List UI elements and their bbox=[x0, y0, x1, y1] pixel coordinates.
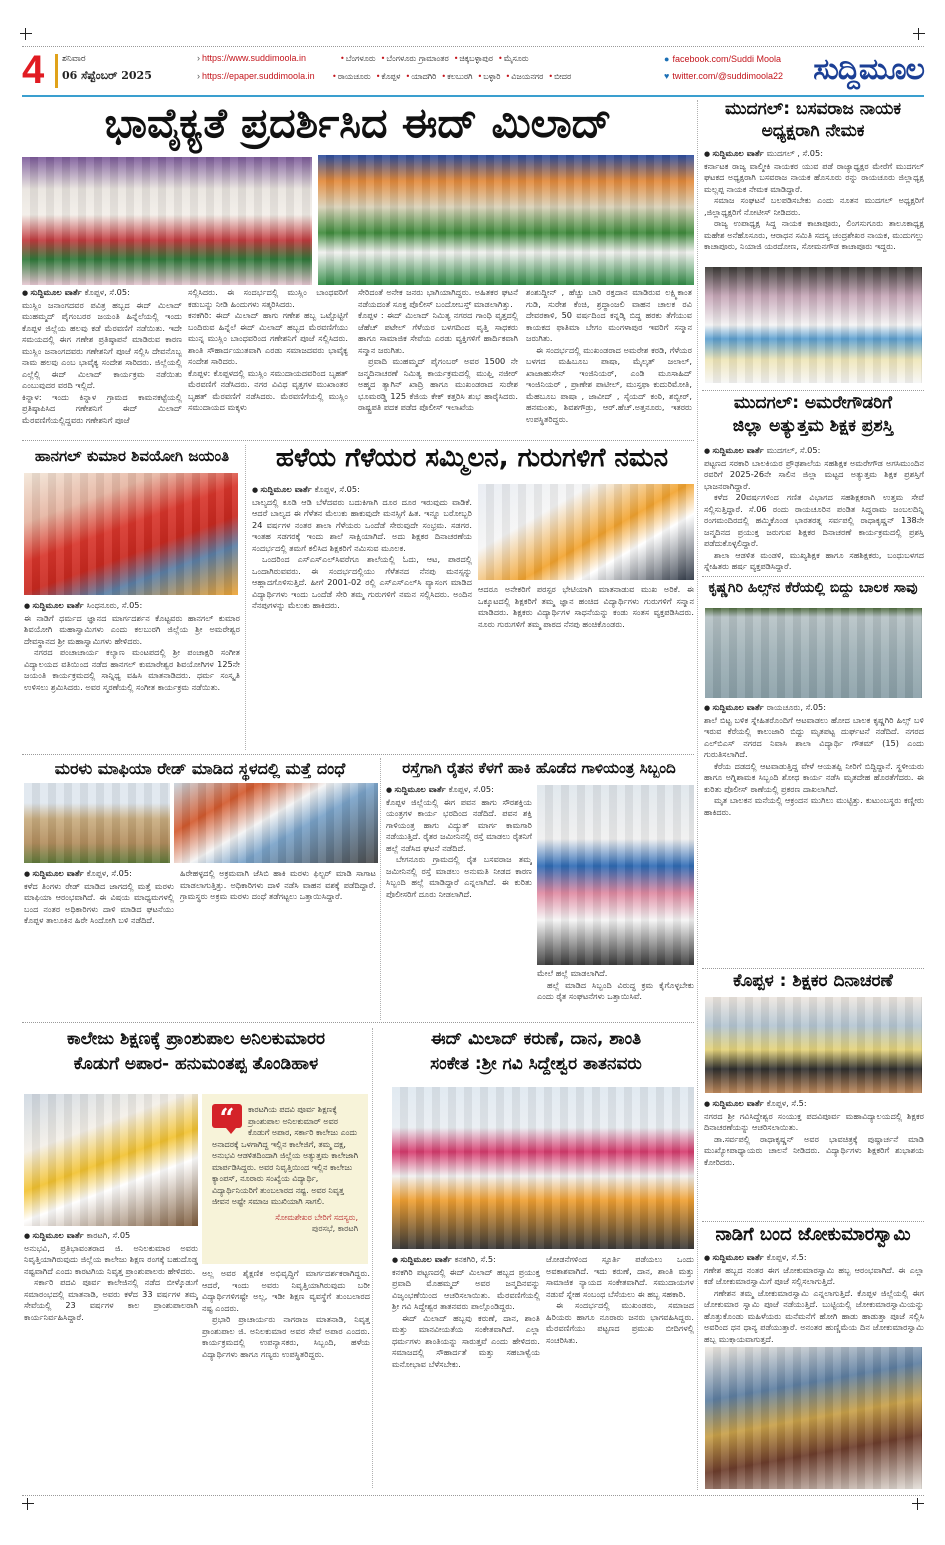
article-text: ಈ ಸಂದರ್ಭದಲ್ಲಿ ಮುಖಂಡರು, ಸಮಾಜದ ಹಿರಿಯರು ಹಾಗೂ ನೂರಾರು ಜನರು ಭಾಗವಹಿಸಿದ್ದರು. ಮೆರವಣಿಗೆಯು ಪಟ್ಟಣದ ಪ್ರಮುಖ ಬೀದಿಗಳಲ್ಲಿ ಸಂಚರಿಸಿತು. bbox=[546, 1300, 694, 1345]
article-sand-mafia-col-2 bbox=[180, 868, 376, 1020]
photo-eid-ganesha-gathering bbox=[318, 155, 694, 285]
article-text: ಗಣೇಶನ ತಮ್ಮ ಜೋಕುಮಾರಸ್ವಾಮಿ ಎನ್ನಲಾಗುತ್ತಿದೆ. ಕೊಪ್ಪಳ ಜಿಲ್ಲೆಯಲ್ಲಿ ಈಗ ಜೋಕುಮಾರ ಸ್ವಾಮಿ ಪೂಜೆ ನಡೆಯುತ್ತಿದೆ. ಬುಟ್ಟಿಯಲ್ಲಿ ಜೋಕುಮಾರಸ್ವಾಮಿಯನ್ನು ಹೊತ್ತುಕೊಂಡು ಮಹಿಳೆಯರು ಮನೆಮನೆಗೆ ಹೋಗಿ ಹಾಡು ಹಾಡುತ್ತಾ ಪೂಜೆ ಸಲ್ಲಿಸಿ ಅವರಿಂದ ಧನ ಧಾನ್ಯ ಪಡೆಯುತ್ತಾರೆ. ಅನಂತರ ಹುಣ್ಣಿಮೆಯ ದಿನ ಜೋಕುಮಾರಸ್ವಾಮಿ ಹಬ್ಬ ಮುಕ್ತಾಯವಾಗುತ್ತದೆ. bbox=[704, 1287, 924, 1344]
section-rule bbox=[702, 576, 924, 577]
byline: ● ಸುದ್ದಿಮೂಲ ವಾರ್ತೆ ಕಾರಟಗಿ, ಸೆ.05 bbox=[24, 1230, 130, 1240]
headline-hanagal: ಹಾನಗಲ್ ಕುಮಾರ ಶಿವಯೋಗಿ ಜಯಂತಿ bbox=[34, 447, 230, 465]
cities-row-2 bbox=[332, 72, 576, 82]
section-rule bbox=[702, 968, 924, 969]
article-sand-mafia-col-1 bbox=[24, 868, 174, 1020]
city-item: • ಕೊಪ್ಪಳ bbox=[376, 72, 401, 81]
city-item: • ಚಿಕ್ಕಬಳ್ಳಾಪುರ bbox=[454, 54, 493, 63]
article-text: ಈದ್ ಮಿಲಾದ್ ಹಬ್ಬವು ಕರುಣೆ, ದಾನ, ಶಾಂತಿ ಮತ್ತು ಮಾನವೀಯತೆಯ ಸಂಕೇತವಾಗಿದೆ. ಎಲ್ಲಾ ಧರ್ಮಗಳು ಶಾಂತಿಯನ್ನು ಸಾರುತ್ತವೆ ಎಂದು ಹೇಳಿದರು. ಸಮಾಜದಲ್ಲಿ ಸೌಹಾರ್ದತೆ ಮತ್ತು ಸಹಬಾಳ್ವೆಯ ಮನೋಭಾವ ಬೆಳೆಸಬೇಕು. bbox=[392, 1312, 540, 1369]
column-separator bbox=[697, 100, 698, 1490]
article-text: ನಗರದ ಶ್ರೀ ಗವಿಸಿದ್ದೇಶ್ವರ ಸಂಯುಕ್ತ ಪದವಿಪೂರ್ವ ಮಹಾವಿದ್ಯಾಲಯದಲ್ಲಿ ಶಿಕ್ಷಕರ ದಿನಾಚರಣೆಯನ್ನು ಆಚರಿಸಲಾಯಿತು. bbox=[704, 1110, 924, 1132]
day-name: ಶನಿವಾರ bbox=[62, 54, 86, 64]
column-separator bbox=[245, 445, 246, 750]
article-text: ಬಾಲ್ಯದಲ್ಲಿ ಕೂಡಿ ಆಡಿ ಬೆಳೆದವರು ಬದುಕಿಗಾಗಿ ದೂರ ದೂರ ಇರುವುದು ವಾಡಿಕೆ. ಆದರೆ ಬಾಲ್ಯದ ಈ ಗೆಳೆತನ ಮೆಲುಕು ಹಾಕುವುದೇ ಮನಸ್ಸಿಗೆ ಹಿತ. ಇನ್ನೂ ಬರೋಬ್ಬರಿ 24 ವರ್ಷಗಳ ನಂತರ ಶಾಲಾ ಗೆಳೆಯರು ಒಂದೆಡೆ ಸೇರುವುದೇ ಸಂಭ್ರಮ. ಸಡಗರ. ಇಂತಹ ಸಡಗರಕ್ಕೆ ಇಂದು ಶಾಲೆ ಸಾಕ್ಷಿಯಾಗಿದೆ. ಅದು ಶಿಕ್ಷಕರ ದಿನಾಚರಣೆಯ ಸಂದರ್ಭದಲ್ಲಿ ತಮಗೆ ಕಲಿಸಿದ ಶಿಕ್ಷಕರಿಗೆ ನಮಿಸುವ ಮೂಲಕ. bbox=[252, 496, 472, 553]
masthead-rule bbox=[22, 95, 924, 97]
article-eid-gavi-col-1 bbox=[392, 1254, 540, 1488]
article-text: ಜೋಡನೆಗಳಿಂದ ಸ್ಫೂರ್ತಿ ಪಡೆಯಲು ಒಂದು ಅವಕಾಶವಾಗಿದೆ. ಇದು ಕರುಣೆ, ದಾನ, ಶಾಂತಿ ಮತ್ತು ಸಾಮಾಜಿಕ ನ್ಯಾಯದ ಸಂಕೇತವಾಗಿದೆ. ಸಮುದಾಯಗಳ ನಡುವೆ ಸ್ನೇಹ ಸಂಬಂಧ ಬೆಸೆಯಲು ಈ ಹಬ್ಬ ಸಹಕಾರಿ. bbox=[546, 1254, 694, 1299]
photo-sand-heap bbox=[24, 783, 170, 863]
article-text: ಮೃತ ಬಾಲಕನ ಮನೆಯಲ್ಲಿ ಆಕ್ರಂದನ ಮುಗಿಲು ಮುಟ್ಟಿತ್ತು. ಕುಟುಂಬಸ್ಥರು ಕಣ್ಣೀರು ಹಾಕಿದರು. bbox=[704, 795, 924, 817]
byline: ● ಸುದ್ದಿಮೂಲ ವಾರ್ತೆ ರಾಯಚೂರು, ಸೆ.05: bbox=[704, 702, 826, 712]
article-text: ಶಾಲಾ ಆಡಳಿತ ಮಂಡಳಿ, ಮುಖ್ಯಶಿಕ್ಷಕ ಹಾಗೂ ಸಹಶಿಕ್ಷಕರು, ಬಂಧುಬಳಗದ ಸ್ನೇಹಿತರು ಹರ್ಷ ವ್ಯಕ್ತಪಡಿಸಿದ್ದಾರೆ. bbox=[704, 549, 924, 571]
pull-quote bbox=[202, 1094, 368, 1264]
headline-krishnagiri: ಕೃಷ್ಣಗಿರಿ ಹಿಲ್ಸ್‌ನ ಕೆರೆಯಲ್ಲಿ ಬಿದ್ದು ಬಾಲಕ ಸಾವು bbox=[708, 580, 918, 596]
twitter-link[interactable] bbox=[664, 71, 783, 81]
masthead bbox=[22, 50, 924, 92]
article-text: ಕೊಪ್ಪಳ: ಕೊಪ್ಪಳದಲ್ಲಿ ಮುಸ್ಲಿಂ ಸಮುದಾಯದವರಿಂದ ಬೃಹತ್ ಮೆರವಣಿಗೆ ನಡೆಸಿದರು. ನಗರ ವಿವಿಧ ವೃತ್ತಗಳ ಮುಖಾಂತರ ಬೃಹತ್ ಮೆರವಣಿಗೆ ನಡೆಸಿದರು. ಮೆರವಣಿಗೆಯಲ್ಲಿ ಮುಸ್ಲಿಂ ಸಮುದಾಯದ ಮಕ್ಕಳು bbox=[188, 367, 348, 412]
photo-eid-felicitation bbox=[22, 157, 312, 285]
section-rule bbox=[22, 1022, 694, 1023]
section-rule bbox=[22, 440, 694, 441]
date-divider bbox=[55, 54, 58, 88]
issue-date: 06 ಸೆಪ್ಟೆಂಬರ್ 2025 bbox=[62, 69, 152, 82]
quote-author: ಸೋಮಶೇಖರ ಬೇರಿಗೆ ಸದಸ್ಯರು, bbox=[275, 1212, 358, 1222]
byline: ● ಸುದ್ದಿಮೂಲ ವಾರ್ತೆ ಕೊಪ್ಪಳ, ಸೆ.05: bbox=[252, 484, 360, 494]
photo-jcb-raid bbox=[174, 783, 378, 863]
crop-mark-bottom-left bbox=[22, 1498, 34, 1510]
article-text: ಹಿರೇಹಳ್ಳದಲ್ಲಿ ಅಕ್ರಮವಾಗಿ ಜೆಸಿಬಿ ಹಾಕಿ ಮರಳು ಫಿಲ್ಟರ್ ಮಾಡಿ ಸಾಗಾಟ ಮಾಡಲಾಗುತ್ತಿತ್ತು. ಅಧಿಕಾರಿಗಳು ದಾಳಿ ನಡೆಸಿ ವಾಹನ ವಶಕ್ಕೆ ಪಡೆದಿದ್ದಾರೆ. ಗ್ರಾಮಸ್ಥರು ಅಕ್ರಮ ಮರಳು ದಂಧೆ ತಡೆಗಟ್ಟಲು ಒತ್ತಾಯಿಸಿದ್ದಾರೆ. bbox=[180, 868, 376, 901]
article-text: ಕೊಪ್ಪಳ ಜಿಲ್ಲೆಯಲ್ಲಿ ಈಗ ಪವನ ಹಾಗು ಸೌರಶಕ್ತಿಯ ಯಂತ್ರಗಳ ಕಾರ್ಯ ಭರದಿಂದ ನಡೆದಿದೆ. ಪವನ ಶಕ್ತಿ ಗಾಳಿಯಂತ್ರ ಹಾಗು ವಿದ್ಯುತ್ ಮಾರ್ಗ ಕಾಮಗಾರಿ ನಡೆಯುತ್ತಿದೆ. ರೈತರ ಜಮೀನಿನಲ್ಲಿ ರಸ್ತೆ ಮಾಡಲು ರೈತನಿಗೆ ಹಲ್ಲೆ ನಡೆಸಿದ ಘಟನೆ ನಡೆದಿದೆ. bbox=[386, 796, 532, 853]
twitter-handle: twitter.com/@suddimoola22 bbox=[672, 71, 784, 81]
column-separator bbox=[372, 1028, 373, 1488]
article-krishnagiri bbox=[704, 702, 924, 964]
article-text: ಕಿನ್ನಾಳ: ಇಂದು ಕಿನ್ನಾಳ ಗ್ರಾಮದ ಕಾಮನಕಟ್ಟೆಯಲ್ಲಿ ಪ್ರತಿಷ್ಠಾಪಿಸಿದ ಗಣೇಶನಿಗೆ ಈದ್ ಮಿಲಾದ್ ಮೆರವಣಿಗೆಯಲ್ಲಿದ್ದವರು ಗಣೇಶನಿಗೆ ಪೂಜೆ bbox=[22, 391, 182, 425]
headline-eid-gavi-1: ಈದ್ ಮಿಲಾದ್ ಕರುಣೆ, ದಾನ, ಶಾಂತಿ bbox=[430, 1029, 642, 1049]
article-text: ಕೆರೆಯ ದಡದಲ್ಲಿ ಆಟವಾಡುತ್ತಿದ್ದ ವೇಳೆ ಆಯತಪ್ಪಿ ನೀರಿಗೆ ಬಿದ್ದಿದ್ದಾನೆ. ಸ್ಥಳೀಯರು ಹಾಗೂ ಅಗ್ನಿಶಾಮಕ ಸಿಬ್ಬಂದಿ ಶೋಧ ಕಾರ್ಯ ನಡೆಸಿ ಮೃತದೇಹ ಹೊರತೆಗೆದರು. ಈ ಕುರಿತು ಪೊಲೀಸ್ ಠಾಣೆಯಲ್ಲಿ ಪ್ರಕರಣ ದಾಖಲಾಗಿದೆ. bbox=[704, 760, 924, 794]
article-eid-gavi-col-2 bbox=[546, 1254, 694, 1488]
article-text: ಪಟ್ಟಣದ ಸರಕಾರಿ ಬಾಲಕಿಯರ ಪ್ರೌಢಶಾಲೆಯ ಸಹಶಿಕ್ಷಕ ಅಮರೇಗೌಡ ಅಗಸಿಮುಂದಿನ ರವರಿಗೆ 2025-26ನೇ ಸಾಲಿನ ಜಿಲ್ಲಾ ಮಟ್ಟದ ಅತ್ಯುತ್ತಮ ಶಿಕ್ಷಕ ಪ್ರಶಸ್ತಿಗೆ ಭಾಜನರಾಗಿದ್ದಾರೆ. bbox=[704, 457, 924, 491]
article-eid-col-2 bbox=[188, 287, 348, 437]
headline-mudagal-amaregowda-2: ಜಿಲ್ಲಾ ಅತ್ಯುತ್ತಮ ಶಿಕ್ಷಕ ಪ್ರಶಸ್ತಿ bbox=[732, 416, 894, 436]
city-item: • ಬೀದರ bbox=[548, 72, 571, 81]
headline-college-1: ಕಾಲೇಜು ಶಿಕ್ಷಣಕ್ಕೆ ಪ್ರಾಂಶುಪಾಲ ಅನಿಲಕುಮಾರರ bbox=[66, 1029, 326, 1049]
twitter-icon: ♥ bbox=[664, 71, 670, 81]
article-text: ಕನಕಗಿರಿ ಪಟ್ಟಣದಲ್ಲಿ ಈದ್ ಮಿಲಾದ್ ಹಬ್ಬದ ಪ್ರಯುಕ್ತ ಪ್ರವಾದಿ ಮೊಹಮ್ಮದ್ ಅವರ ಜನ್ಮದಿನವನ್ನು ವಿಜೃಂಭಣೆಯಿಂದ ಆಚರಿಸಲಾಯಿತು. ಮೆರವಣಿಗೆಯಲ್ಲಿ ಶ್ರೀ ಗವಿ ಸಿದ್ದೇಶ್ವರ ತಾತನವರು ಪಾಲ್ಗೊಂಡಿದ್ದರು. bbox=[392, 1266, 540, 1311]
page-number: 4 bbox=[22, 48, 45, 92]
headline-mudagal-amaregowda-1: ಮುದಗಲ್: ಅಮರೇಗೌಡರಿಗೆ bbox=[733, 393, 893, 413]
article-reunion-col-1 bbox=[252, 484, 472, 750]
article-reunion-col-2 bbox=[478, 584, 694, 750]
article-text: ಶಾಲೆ ಬಿಟ್ಟ ಬಳಿಕ ಸ್ನೇಹಿತರೊಂದಿಗೆ ಆಟವಾಡಲು ಹೋದ ಬಾಲಕ ಕೃಷ್ಣಗಿರಿ ಹಿಲ್ಸ್ ಬಳಿ ಇರುವ ಕೆರೆಯಲ್ಲಿ ಕಾಲುಜಾರಿ ಬಿದ್ದು ಮೃತಪಟ್ಟ ದುರ್ಘಟನೆ ನಡೆದಿದೆ. ನಗರದ ಎಲ್‌ಬಿಎಸ್ ನಗರದ ನಿವಾಸಿ ಶಾಲಾ ವಿದ್ಯಾರ್ಥಿ ಗೌತಮ್ (15) ಎಂದು ಗುರುತಿಸಲಾಗಿದೆ. bbox=[704, 714, 924, 759]
bottom-rule bbox=[22, 1495, 924, 1496]
article-text: ಒಂದರಿಂದ ಎಸ್‌ಎಸ್‌ಎಲ್‌ಸಿವರೆಗೂ ಶಾಲೆಯಲ್ಲಿ ಓದು, ಆಟ, ಪಾಠದಲ್ಲಿ ಒಂದಾಗಿರುವವರು. ಈ ಸಂದರ್ಭದಲ್ಲಿಯು ಗೆಳೆತನದ ನೆನಪು ಮನಸ್ಸನ್ನು ಆಹ್ಲಾದಗೊಳಿಸುತ್ತಿದೆ. ಹೀಗೆ 2001-02 ರಲ್ಲಿ ಎಸ್‌ಎಸ್‌ಎಲ್‌ಸಿ ವ್ಯಾಸಂಗ ಮಾಡಿದ ವಿದ್ಯಾರ್ಥಿಗಳು ಇಂದು ಒಂದೆಡೆ ಸೇರಿ ತಮ್ಮ ಗುರುಗಳಿಗೆ ನಮನ ಸಲ್ಲಿಸಿದರು. ಅಂದಿನ ನೆನಪುಗಳನ್ನು ಮೆಲುಕು ಹಾಕಿದರು. bbox=[252, 554, 472, 610]
article-text: ಕಳೆದ 20ವರ್ಷಗಳಿಂದ ಗಣಿತ ವಿಭಾಗದ ಸಹಶಿಕ್ಷಕರಾಗಿ ಉತ್ತಮ ಸೇವೆ ಸಲ್ಲಿಸುತ್ತಿದ್ದಾರೆ. ಸೆ.06 ರಂದು ರಾಯಚೂರಿನ ಪಂಡಿತ ಸಿದ್ದರಾಮ ಜಂಬಲದಿನ್ನಿ ರಂಗಮಂದಿರದಲ್ಲಿ ಹಮ್ಮಿಕೊಂಡ ಭಾರತರತ್ನ ಸರ್ವಪಲ್ಲಿ ರಾಧಾಕೃಷ್ಣನ್ 138ನೇ ಜನ್ಮದಿನದ ಪ್ರಯುಕ್ತ ಜರುಗುವ ಶಿಕ್ಷಕರ ದಿನಾಚರಣೆ ಕಾರ್ಯಕ್ರಮದಲ್ಲಿ ಪ್ರಶಸ್ತಿ ಪಡೆದುಕೊಳ್ಳಲಿದ್ದಾರೆ. bbox=[704, 492, 924, 548]
photo-appointment-letter bbox=[705, 267, 922, 383]
city-item: • ವಿಜಯನಗರ bbox=[506, 72, 544, 81]
headline-reunion: ಹಳೆಯ ಗೆಳೆಯರ ಸಮ್ಮಿಲನ, ಗುರುಗಳಿಗೆ ನಮನ bbox=[275, 443, 669, 473]
article-koppal-teachers bbox=[704, 1098, 924, 1216]
article-text: ಈ ಸಂದರ್ಭದಲ್ಲಿ ಮುಖಂಡರಾದ ಅಮರೇಶ ಕರಡಿ, ಗೆಳೆಯರ ಬಳಗದ ಮಹಿಬೂಬ ಪಾಷಾ, ಮೈಲ್ಕತ್ ಜಲಾಲ್, ಖಾಜಾಹುಸೇನ್ ಇಂಜಿನಿಯರ್, ಎಂಡಿ ಮೂಸಾಹಿದ್ ಇಂಜಿನಿಯರ್ , ಪ್ರಾಣೇಶ ಪಾಟೀಲ್, ಮುಸ್ತಫಾ ಕುದುರಿಮೋತಿ, ಮೆಹಬೂಬ ಪಾಷಾ , ಜಾವೀದ್ , ಸೈಯದ್ ಕಂಠಿ, ಶಬ್ಬೀರ್, ಹನಮಂತು, ಶಿವಶಗೌಡ್ರು, ಆರ್.ಹೆಚ್.ಅತ್ತನೂರು, ಇತರರು ಉಪಸ್ಥಿತರಿದ್ದರು. bbox=[526, 344, 692, 424]
article-text: ಡಾ.ಸರ್ವಪಲ್ಲಿ ರಾಧಾಕೃಷ್ಣನ್ ಅವರ ಭಾವಚಿತ್ರಕ್ಕೆ ಪುಷ್ಪಾರ್ಚನೆ ಮಾಡಿ ಮುಖ್ಯೋಪಾಧ್ಯಾಯರು ಚಾಲನೆ ನೀಡಿದರು. ವಿದ್ಯಾರ್ಥಿಗಳು ಶಿಕ್ಷಕರಿಗೆ ಶುಭಾಶಯ ಕೋರಿದರು. bbox=[704, 1133, 924, 1167]
city-item: • ಬೆಂಗಳೂರು ಗ್ರಾಮಾಂತರ bbox=[381, 54, 449, 63]
headline-eid-gavi-2: ಸಂಕೇತ :ಶ್ರೀ ಗವಿ ಸಿದ್ದೇಶ್ವರ ತಾತನವರು bbox=[430, 1054, 642, 1074]
article-text: ನಗರದ ಪಂಚಾಚಾರ್ಯ ಕಲ್ಯಾಣ ಮಂಟಪದಲ್ಲಿ ಶ್ರೀ ಪಂಚಾಕ್ಷರಿ ಸಂಗೀತ ವಿದ್ಯಾಲಯದ ವತಿಯಿಂದ ನಡೆದ ಹಾನಗಲ್ ಕುಮಾರೇಶ್ವರ ಶಿವಯೋಗಿಗಳ 125ನೇ ಜಯಂತಿ ಕಾರ್ಯಕ್ರಮದಲ್ಲಿ ಸಾನ್ನಿಧ್ಯ ವಹಿಸಿ ಮಾತನಾಡಿದರು. ಧರ್ಮ ಸಂಸ್ಕೃತಿ ಉಳಿಸಲು ಶ್ರಮಿಸಿದರು. ಅವರ ಸ್ಮರಣೆಯಲ್ಲಿ ಸಂಗೀತ ಕಾರ್ಯಕ್ರಮ ನಡೆಯಿತು. bbox=[24, 647, 240, 692]
photo-college-farewell bbox=[24, 1094, 198, 1226]
photo-caption: ಮೇಲೆ ಹಲ್ಲೆ ಮಾಡಲಾಗಿದೆ. bbox=[537, 968, 608, 978]
quote-text: ಕಾರಟಗಿಯ ಪದವಿ ಪೂರ್ವ ಶಿಕ್ಷಣಕ್ಕೆ ಪ್ರಾಂಶುಪಾಲ ಅನಿಲಕುಮಾರ್ ಅವರ ಕೊಡುಗೆ ಅಪಾರ, ಸರ್ಕಾರಿ ಕಾಲೇಜು ಎಂದು ಅನಾದರಕ್ಕೆ ಒಳಗಾಗಿದ್ದ ಇಲ್ಲಿನ ಕಾಲೇಜಿಗೆ, ತಮ್ಮ ದಕ್ಷ, ಅನುಭವಿ ಆಡಳಿತದಿಂದಾಗಿ ಜಿಲ್ಲೆಯ ಅತ್ಯುತ್ತಮ ಕಾಲೇಜಾಗಿ ಮಾರ್ಪಡಿಸಿದ್ದರು. ಅವರ ನಿವೃತ್ತಿಯಿಂದ ಇಲ್ಲಿನ ಕಾಲೇಜು ಕ್ಯಾಂಪಸ್, ನೂರಾರು ಸಂಖ್ಯೆಯ ವಿದ್ಯಾರ್ಥಿ, ವಿದ್ಯಾರ್ಥಿನಿಯರಿಗೆ ತುಂಬಲಾರದ ನಷ್ಟ. ಅವರ ನಿವೃತ್ತ ಜೀವನ ಅಷ್ಟೇ ಸಮಾಜ ಮುಖಿಯಾಗಿ ಸಾಗಲಿ. bbox=[212, 1105, 359, 1206]
headline-eid-milad: ಭಾವೈಕ್ಯತೆ ಪ್ರದರ್ಶಿಸಿದ ಈದ್ ಮಿಲಾದ್ bbox=[104, 99, 612, 147]
article-college-col-2 bbox=[202, 1268, 370, 1488]
photo-reunion bbox=[478, 484, 694, 580]
article-text: ಕೊಪ್ಪಳ : ಈದ್ ಮಿಲಾದ್ ನಿಮಿತ್ಯ ನಗರದ ಗಾಂಧಿ ವೃತ್ತದಲ್ಲಿ ಜೆಹೆಚ್ ಪಟೇಲ್ ಗೆಳೆಯರ ಬಳಗದಿಂದ ವೃತ್ತಿ ಸಾಧಕರು ಹಾಗೂ ಸಾಮಾಜಿಕ ಸೇವೆಯ ಎರಡು ವ್ಯಕ್ತಿಗಳಿಗೆ ಹಾರ್ದಿಕವಾಗಿ ಸನ್ಮಾನ ಜರುಗಿತು. bbox=[358, 310, 518, 355]
article-text: ಗಣೇಶ ಹಬ್ಬದ ನಂತರ ಈಗ ಜೋಕುಮಾರಸ್ವಾಮಿ ಹಬ್ಬ ಆರಂಭವಾಗಿದೆ. ಈ ಎಲ್ಲಾ ಕಡೆ ಜೋಕುಮಾರಸ್ವಾಮಿಗೆ ಪೂಜೆ ಸಲ್ಲಿಸಲಾಗುತ್ತಿದೆ. bbox=[704, 1264, 924, 1286]
newspaper-logo: ಸುದ್ದಿಮೂಲ bbox=[813, 52, 924, 87]
byline: ● ಸುದ್ದಿಮೂಲ ವಾರ್ತೆ ಕೊಪ್ಪಳ, ಸೆ.05: bbox=[386, 784, 494, 794]
byline: ● ಸುದ್ದಿಮೂಲ ವಾರ್ತೆ ಕನಕಗಿರಿ, ಸೆ.5: bbox=[392, 1254, 496, 1264]
article-eid-col-4 bbox=[526, 287, 692, 437]
byline: ● ಸುದ್ದಿಮೂಲ ವಾರ್ತೆ ಕೊಪ್ಪಳ, ಸೆ.05: bbox=[24, 868, 132, 878]
crop-mark-top-right bbox=[913, 28, 925, 40]
article-jokumaraswamy bbox=[704, 1252, 924, 1344]
headline-farmer-assault: ರಸ್ತೆಗಾಗಿ ರೈತನ ಕೆಳಗೆ ಹಾಕಿ ಹೊಡೆದ ಗಾಳಿಯಂತ್ರ ಸಿಬ್ಬಂದಿ bbox=[402, 759, 676, 777]
epaper-link[interactable]: › https://epaper.suddimoola.in bbox=[197, 71, 315, 81]
article-text: ಅಲ್ಲ ಅವರ ಶೈಕ್ಷಣಿಕ ಅಭಿವೃದ್ಧಿಗೆ ಮಾರ್ಗದರ್ಶಕರಾಗಿದ್ದರು. ಆದರೆ, ಇಂದು ಅವರು ನಿವೃತ್ತಿಯಾಗಿರುವುದು ಬರೀ ವಿದ್ಯಾರ್ಥಿಗಳಿಗಷ್ಟೇ ಅಲ್ಲ, ಇಡೀ ಶಿಕ್ಷಣ ವ್ಯವಸ್ಥೆಗೆ ತುಂಬಲಾರದ ನಷ್ಟ ಎಂದರು. bbox=[202, 1268, 370, 1313]
article-eid-col-3 bbox=[358, 287, 518, 437]
headline-mudagal-basavaraj-1: ಮುದಗಲ್: ಬಸವರಾಜ ನಾಯಕ bbox=[724, 99, 902, 119]
website-link[interactable]: › https://www.suddimoola.in bbox=[197, 53, 306, 63]
top-rule bbox=[22, 46, 924, 47]
section-rule bbox=[22, 754, 694, 755]
article-text: ಶಂಶುದ್ದೀನ್ , ಹೆಚ್ಚು ಬಾರಿ ರಕ್ತದಾನ ಮಾಡಿರುವ ಲಕ್ಷ್ಮಿಕಾಂತ ಗುಡಿ, ಸುರೇಶ ಕೆಂಚಿ, ಶ್ರದ್ಧಾಂಜಲಿ ವಾಹನ ಚಾಲಕ ರವಿ ದೇವರಕಾಳಿ, 50 ವರ್ಷದಿಂದ ಕನ್ನಡ್ಕಿ ಬಿದ್ದ ಹರಕು ತೆಗೆಯುವ ಕಾಯಕದ ಫಾತಿಮಾ ಬೇಗಂ ಮಂಗಳಾಪುರ ಇವರಿಗೆ ಸನ್ಮಾನ ಜರುಗಿತು. bbox=[526, 287, 692, 343]
article-text: ರಾಜ್ಯ ಉಪಾಧ್ಯಕ್ಷ ಸಿದ್ದ ನಾಯಕ ಕಾಚಾಪೂರು, ಲಿಂಗಸುಗೂರು ತಾಲೂಕಾಧ್ಯಕ್ಷ ಮಹೇಶ ಅನೆಹೊಸೂರು, ಆರಾಧನ ಸಮಿತಿ ಸದಸ್ಯ ಚಂದ್ರಶೇಖರ ನಾಯಕ, ಮುದುಗಲ್ಲು ಕಾಚಾಪೂರು, ನಿಯಾಜಿ ಯರದೋಣ, ಸೋಮನಗೌಡ ಕಾಚಾಪೂರು ಇದ್ದರು. bbox=[704, 218, 924, 251]
section-rule bbox=[702, 1221, 924, 1222]
article-text: ಕರ್ನಾಟಕ ರಾಜ್ಯ ವಾಲ್ಮೀಕಿ ನಾಯಕರ ಯುವ ಪಡೆ ರಾಜ್ಯಾಧ್ಯಕ್ಷರ ಮೇರೆಗೆ ಮುದಗಲ್ ಘಟಕದ ಅಧ್ಯಕ್ಷರಾಗಿ ಬಸವರಾಜ ನಾಯಕ ಹೊಸೂರು ರನ್ನು ರಾಯಚೂರು ಜಿಲ್ಲಾಧ್ಯಕ್ಷ ಮಲ್ಲಪ್ಪ ನಾಯಕ ನೇಮಕ ಮಾಡಿದ್ದಾರೆ. bbox=[704, 160, 924, 194]
article-text: ಹಲ್ಲೆ ಮಾಡಿದ ಸಿಬ್ಬಂದಿ ವಿರುದ್ಧ ಕ್ರಮ ಕೈಗೊಳ್ಳಬೇಕು ಎಂದು ರೈತ ಸಂಘಟನೆಗಳು ಒತ್ತಾಯಿಸಿವೆ. bbox=[537, 979, 694, 1001]
photo-jokumaraswamy bbox=[705, 1347, 922, 1489]
city-item: • ಬೆಂಗಳೂರು bbox=[340, 54, 376, 63]
article-hanagal bbox=[24, 600, 240, 750]
article-farmer-col-2 bbox=[537, 968, 694, 1020]
headline-sand-mafia: ಮರಳು ಮಾಫಿಯಾ ರೇಡ್ ಮಾಡಿದ ಸ್ಥಳದಲ್ಲಿ ಮತ್ತೆ ದಂಧೆ bbox=[54, 759, 346, 778]
article-text: ಪ್ರವಾದಿ ಮುಹಮ್ಮದ್ ಪೈಗಂಬರ್ ಅವರ 1500 ನೇ ಜನ್ಮದಿನಾಚರಣೆ ನಿಮಿತ್ಯ ಕಾರ್ಯಕ್ರಮದಲ್ಲಿ ಮುಫ್ತಿ ನಜೀರ್ ಅಹ್ಮದ ತ್ಯಾಗಿನ್ ಖಾದ್ರಿ ಹಾಗೂ ಮುಖಂಡರಾದ ಸುರೇಶ ಭೂಮರಡ್ಡಿ 125 ಕೆಜಿಯ ಕೇಕ್ ಕತ್ತರಿಸಿ ಶುಭ ಹಾರೈಸಿದರು. ರಾಷ್ಟ್ರಪತಿ ಪದಕ ಪಡೆದ ಪೊಲೀಸ್ ಇಲಾಖೆಯ bbox=[358, 356, 518, 412]
byline: ● ಸುದ್ದಿಮೂಲ ವಾರ್ತೆ ಮುದಗಲ್ , ಸೆ.05: bbox=[704, 148, 823, 158]
byline: ● ಸುದ್ದಿಮೂಲ ವಾರ್ತೆ ಸಿಂಧನೂರು, ಸೆ.05: bbox=[24, 600, 142, 610]
byline: ● ಸುದ್ದಿಮೂಲ ವಾರ್ತೆ ಕೊಪ್ಪಳ, ಸೆ.05: bbox=[22, 287, 130, 297]
article-text: ಸಲ್ಲಿಸಿದರು. ಈ ಸಂದರ್ಭದಲ್ಲಿ ಮುಸ್ಲಿಂ ಬಾಂಧವರಿಗೆ ಕಡುಬನ್ನು ನೀಡಿ ಹಿಂದುಗಳು ಸತ್ಕರಿಸಿದರು. bbox=[188, 287, 348, 309]
city-item: • ಮೈಸೂರು bbox=[498, 54, 529, 63]
photo-eid-rally bbox=[392, 1087, 694, 1249]
photo-teachers-day bbox=[705, 997, 922, 1093]
article-text: ಪ್ರಭಾರಿ ಪ್ರಾಚಾರ್ಯರು ನಾಗರಾಜ ಮಾತನಾಡಿ, ನಿವೃತ್ತ ಪ್ರಾಂಶುಪಾಲ ಜಿ. ಅನಿಲಕುಮಾರ ಅವರ ಸೇವೆ ಅಪಾರ ಎಂದರು. ಕಾರ್ಯಕ್ರಮದಲ್ಲಿ ಉಪನ್ಯಾಸಕರು, ಸಿಬ್ಬಂದಿ, ಹಳೆಯ ವಿದ್ಯಾರ್ಥಿಗಳು ಹಾಗೂ ಗಣ್ಯರು ಉಪಸ್ಥಿತರಿದ್ದರು. bbox=[202, 1314, 370, 1359]
quote-icon: “ bbox=[212, 1104, 242, 1128]
headline-mudagal-basavaraj-2: ಅಧ್ಯಕ್ಷರಾಗಿ ನೇಮಕ bbox=[761, 121, 865, 141]
crop-mark-top-left bbox=[20, 28, 32, 40]
byline: ● ಸುದ್ದಿಮೂಲ ವಾರ್ತೆ ಕೊಪ್ಪಳ, ಸೆ.5: bbox=[704, 1098, 807, 1108]
article-text: ಅನುಭವಿ, ಪ್ರತಿಭಾವಂತರಾದ ಜಿ. ಅನಿಲಕುಮಾರ ಅವರು ನಿವೃತ್ತಿಯಾಗಿರುವುದು ಜಿಲ್ಲೆಯ ಕಾಲೇಜು ಶಿಕ್ಷಣ ರಂಗಕ್ಕೆ ಬಹುದೊಡ್ಡ ನಷ್ಟವಾಗಿದೆ ಎಂದು ಕಾರಟಗಿಯ ನಿವೃತ್ತ ಪ್ರಾಂಶುಪಾಲರು ಹೇಳಿದರು. bbox=[24, 1242, 198, 1276]
article-text: ಸರ್ಕಾರಿ ಪದವಿ ಪೂರ್ವ ಕಾಲೇಜಿನಲ್ಲಿ ನಡೆದ ಬೀಳ್ಕೊಡುಗೆ ಸಮಾರಂಭದಲ್ಲಿ ಮಾತನಾಡಿ, ಅವರು ಕಳೆದ 33 ವರ್ಷಗಳ ತಮ್ಮ ಸೇವೆಯಲ್ಲಿ 23 ವರ್ಷಗಳ ಕಾಲ ಪ್ರಾಂಶುಪಾಲರಾಗಿ ಕಾರ್ಯನಿರ್ವಹಿಸಿದ್ದಾರೆ. bbox=[24, 1277, 198, 1322]
city-item: • ಯಾದಗಿರಿ bbox=[406, 72, 437, 81]
photo-lake-search bbox=[705, 608, 922, 698]
article-text: ಆದರೂ ಅನೇಕರಿಗೆ ಪರಸ್ಪರ ಭೇಟಿಯಾಗಿ ಮಾತನಾಡುವ ಮುಖ ಅರಿಕೆ. ಈ ಒಕ್ಕೂಟದಲ್ಲಿ ಶಿಕ್ಷಕರಿಗೆ ತಮ್ಮ ಜ್ಞಾನ ಹಂಚಿದ ವಿದ್ಯಾರ್ಥಿಗಳು ಗುರುಗಳಿಗೆ ಸನ್ಮಾನ ಮಾಡಿದರು. ಶಿಕ್ಷಕರು ವಿದ್ಯಾರ್ಥಿಗಳ ಸಾಧನೆಯನ್ನು ಕಂಡು ಸಂತಸ ವ್ಯಕ್ತಪಡಿಸಿದರು. ನೂರು ಗುರುಗಳಿಗೆ ತಮ್ಮ ಪಾಠದ ನೆನಪು ಹಂಚಿಕೊಂಡರು. bbox=[478, 584, 694, 629]
quote-author-place: ಪುರಸಭೆ, ಕಾರಟಗಿ bbox=[311, 1224, 358, 1233]
headline-koppal-teachers-day: ಕೊಪ್ಪಳ : ಶಿಕ್ಷಕರ ದಿನಾಚರಣೆ bbox=[733, 971, 893, 991]
byline: ● ಸುದ್ದಿಮೂಲ ವಾರ್ತೆ ಮುದಗಲ್, ಸೆ.05: bbox=[704, 445, 820, 455]
article-farmer-col-1 bbox=[386, 784, 532, 1020]
article-text: ಈ ನಾಡಿಗೆ ಧರ್ಮದ ಜ್ಞಾನದ ಮಾರ್ಗದರ್ಶನ ಕೊಟ್ಟವರು ಹಾನಗಲ್ ಕುಮಾರ ಶಿವಯೋಗಿ ಮಹಾಸ್ವಾಮಿಗಳು ಎಂದು ಕಲಬುರಗಿ ಜಿಲ್ಲೆಯ ಶ್ರೀ ಅಮರೇಶ್ವರ ದೇವಸ್ಥಾನದ ಶ್ರೀ ಮಹಾಸ್ವಾಮಿಗಳು ಹೇಳಿದರು. bbox=[24, 612, 240, 646]
column-separator bbox=[380, 758, 381, 1020]
article-mudagal-amaregowda bbox=[704, 445, 924, 573]
article-text: ಮುಸ್ಲಿಂ ಜನಾಂಗದವರ ಪವಿತ್ರ ಹಬ್ಬದ ಈದ್ ಮಿಲಾದ್ ಮುಹಮ್ಮದ್ ಪೈಗಂಬರರ ಜಯಂತಿ ಹಿನ್ನೆಲೆಯಲ್ಲಿ ಇಂದು ಕೊಪ್ಪಳ ಜಿಲ್ಲೆಯ ಹಲವು ಕಡೆ ಮೆರವಣಿಗೆ ನಡೆಯಿತು. ಇದೇ ಸಮಯದಲ್ಲಿ ಈಗ ಗಣೇಶ ಪ್ರತಿಷ್ಠಾಪನೆ ಮಾಡಿರುವ ಕಾರಣ ಮುಸ್ಲಿಂ ಜನಾಂಗದವರು ಗಣೇಶನಿಗೆ ಪೂಜೆ ಸಲ್ಲಿಸಿ ದೇವನೊಬ್ಬ ನಾಮ ಹಲವು ಎಂಬ ಭಾವೈಕ್ಯ ಸಂದೇಶ ಸಾರಿದರು. ಜಿಲ್ಲೆಯಲ್ಲಿ ಎಲ್ಲೆಲ್ಲಿ ಈದ್ ಮಿಲಾದ್ ಕಾರ್ಯಕ್ರಮ ನಡೆಯಿತು ಎಂಬುವುದರ ವರದಿ ಇಲ್ಲಿದೆ. bbox=[22, 299, 182, 390]
article-text: ಸಮಾಜ ಸಂಘಟನೆ ಬಲಪಡಿಸಬೇಕು ಎಂದು ನೂತನ ಮುದಗಲ್ ಅಧ್ಯಕ್ಷರಿಗೆ ,ಜಿಲ್ಲಾಧ್ಯಕ್ಷರಿಗೆ ನೋಟೀಸ್ ನೀಡಿದರು. bbox=[704, 195, 924, 217]
article-text: ಕನಕಗಿರಿ: ಈದ್ ಮಿಲಾದ್ ಹಾಗು ಗಣೇಶ ಹಬ್ಬ ಒಟ್ಟೊಟ್ಟಿಗೆ ಬಂದಿರುವ ಹಿನ್ನೆಲೆ ಈದ್ ಮಿಲಾದ್ ಹಬ್ಬದ ಮೆರವಣಿಗೆಯು ಮುನ್ನ ಮುಸ್ಲಿಂ ಬಾಂಧವರಿಂದ ಗಣೇಶನಿಗೆ ಪೂಜೆ ಸಲ್ಲಿಸಿದರು. ಶಾಂತಿ ಸೌಹಾರ್ದಯುತವಾಗಿ ಎರಡು ಸಮಾಜದವರು ಭಾವೈಕ್ಯ ಸಂದೇಶ ಸಾರಿದರು. bbox=[188, 310, 348, 366]
photo-hanagal-jayanti bbox=[24, 473, 238, 595]
city-item: • ರಾಯಚೂರು bbox=[332, 72, 371, 81]
facebook-icon: ● bbox=[664, 54, 670, 64]
headline-college-2: ಕೊಡುಗೆ ಅಪಾರ- ಹನುಮಂತಪ್ಪ ತೊಂಡಿಹಾಳ bbox=[73, 1054, 319, 1074]
city-item: • ಬಳ್ಳಾರಿ bbox=[478, 72, 501, 81]
crop-mark-bottom-right bbox=[912, 1498, 924, 1510]
article-text: ಕಳೆದ ತಿಂಗಳು ರೇಡ್ ಮಾಡಿದ ಜಾಗದಲ್ಲಿ ಮತ್ತೆ ಮರಳು ಮಾಫಿಯಾ ಆರಂಭವಾಗಿದೆ. ಈ ವಿಷಯ ಮಾಧ್ಯಮಗಳಲ್ಲಿ ಬಂದ ನಂತರ ಅಧಿಕಾರಿಗಳು ದಾಳಿ ಮಾಡಿದ ಘಟನೆಯು ಕೊಪ್ಪಳ ತಾಲೂಕಿನ ಹಿರೇ ಸಿಂದೋಗಿ ಬಳಿ ನಡೆದಿದೆ. bbox=[24, 880, 174, 925]
facebook-link[interactable] bbox=[664, 54, 781, 64]
cities-row-1 bbox=[340, 54, 534, 64]
article-college-col-1 bbox=[24, 1230, 198, 1488]
city-item: • ಕಲಬುರಗಿ bbox=[441, 72, 472, 81]
byline: ● ಸುದ್ದಿಮೂಲ ವಾರ್ತೆ ಕೊಪ್ಪಳ, ಸೆ.5: bbox=[704, 1252, 807, 1262]
facebook-handle: facebook.com/Suddi Moola bbox=[672, 54, 781, 64]
section-rule bbox=[702, 390, 924, 391]
article-eid-col-1 bbox=[22, 287, 182, 437]
article-text: ಸೇರಿದಂತೆ ಅನೇಕ ಜನರು ಭಾಗಿಯಾಗಿದ್ದರು. ಅಹಿತಕರ ಘಟನೆ ನಡೆಯದಂತೆ ಸೂಕ್ತ ಪೊಲೀಸ್ ಬಂದೋಬಸ್ತ್ ಮಾಡಲಾಗಿತ್ತು. bbox=[358, 287, 518, 309]
article-text: ಬೇಗನೂರು ಗ್ರಾಮದಲ್ಲಿ ರೈತ ಬಸವರಾಜ ತಮ್ಮ ಜಮೀನಿನಲ್ಲಿ ರಸ್ತೆ ಮಾಡಲು ಅನುಮತಿ ನೀಡದ ಕಾರಣ ಸಿಬ್ಬಂದಿ ಹಲ್ಲೆ ಮಾಡಿದ್ದಾರೆ ಎನ್ನಲಾಗಿದೆ. ಈ ಕುರಿತು ಪೊಲೀಸರಿಗೆ ದೂರು ನೀಡಲಾಗಿದೆ. bbox=[386, 854, 532, 899]
photo-farmer-assault bbox=[537, 785, 694, 965]
article-mudagal-basavaraj bbox=[704, 148, 924, 260]
headline-jokumaraswamy: ನಾಡಿಗೆ ಬಂದ ಜೋಕುಮಾರಸ್ವಾಮಿ bbox=[715, 1224, 911, 1245]
